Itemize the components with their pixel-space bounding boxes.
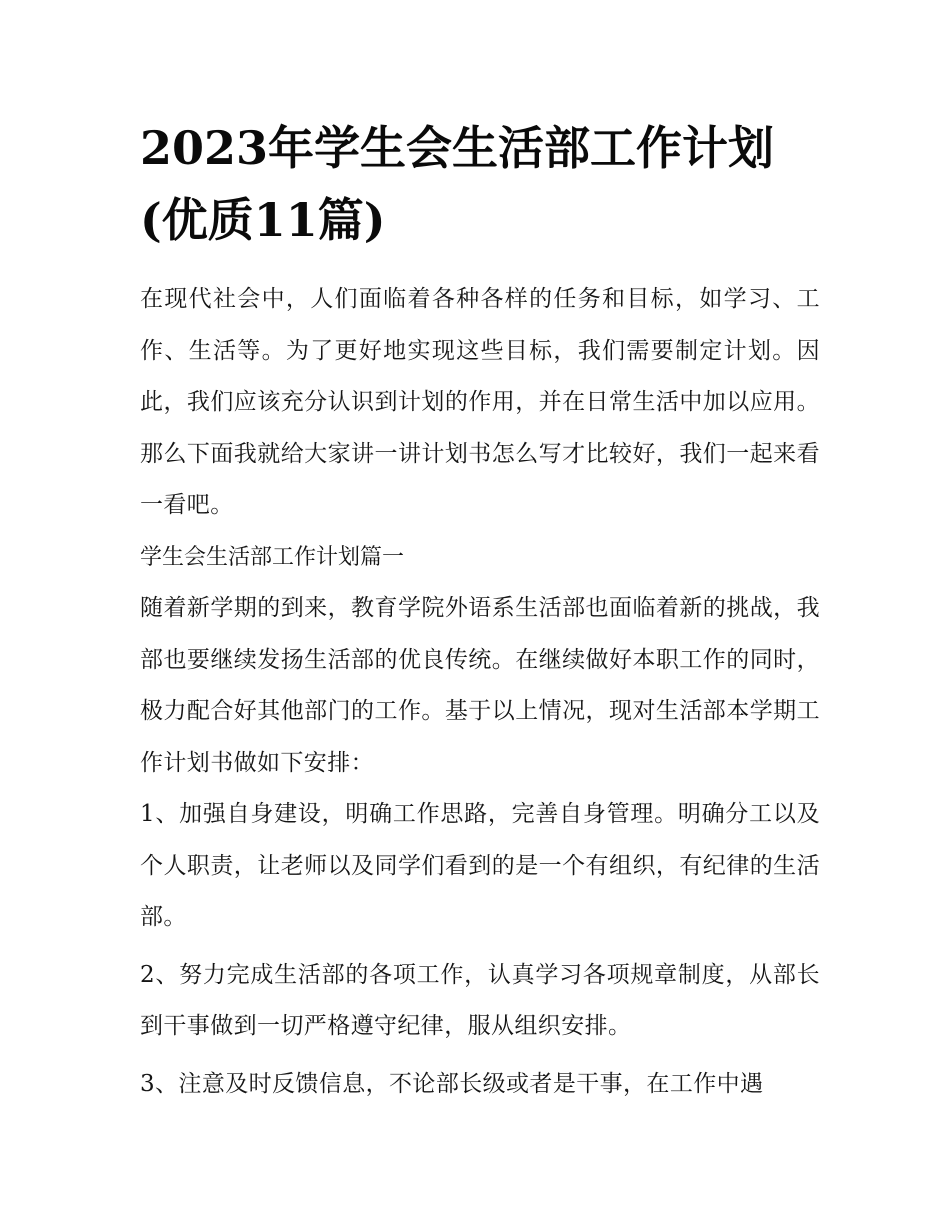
- intro-paragraph: 在现代社会中，人们面临着各种各样的任务和目标，如学习、工作、生活等。为了更好地实现这些目标，我们需要制定计划。因此，我们应该充分认识到计划的作用，并在日常生活中加以应用。那么下面我就给大家讲一讲计划书怎么写才比较好，我们一起来看一看吧。: [140, 286, 820, 518]
- list-item-3: 3、注意及时反馈信息，不论部长级或者是干事，在工作中遇: [140, 1070, 764, 1097]
- section-heading: 学生会生活部工作计划篇一: [140, 544, 405, 570]
- document-body: [140, 274, 820, 1110]
- list-item-2: 2、努力完成生活部的各项工作，认真学习各项规章制度，从部长到干事做到一切严格遵守纪律，服从组织安排。: [140, 961, 820, 1039]
- section-intro-paragraph: 随着新学期的到来，教育学院外语系生活部也面临着新的挑战，我部也要继续发扬生活部的优良传统。在继续做好本职工作的同时，极力配合好其他部门的工作。基于以上情况，现对生活部本学期工作计划书做如下安排：: [140, 595, 820, 776]
- list-item-1: 1、加强自身建设，明确工作思路，完善自身管理。明确分工以及个人职责，让老师以及同学们看到的是一个有组织，有纪律的生活部。: [140, 801, 820, 930]
- document-title: 2023年学生会生活部工作计划(优质11篇): [140, 121, 775, 247]
